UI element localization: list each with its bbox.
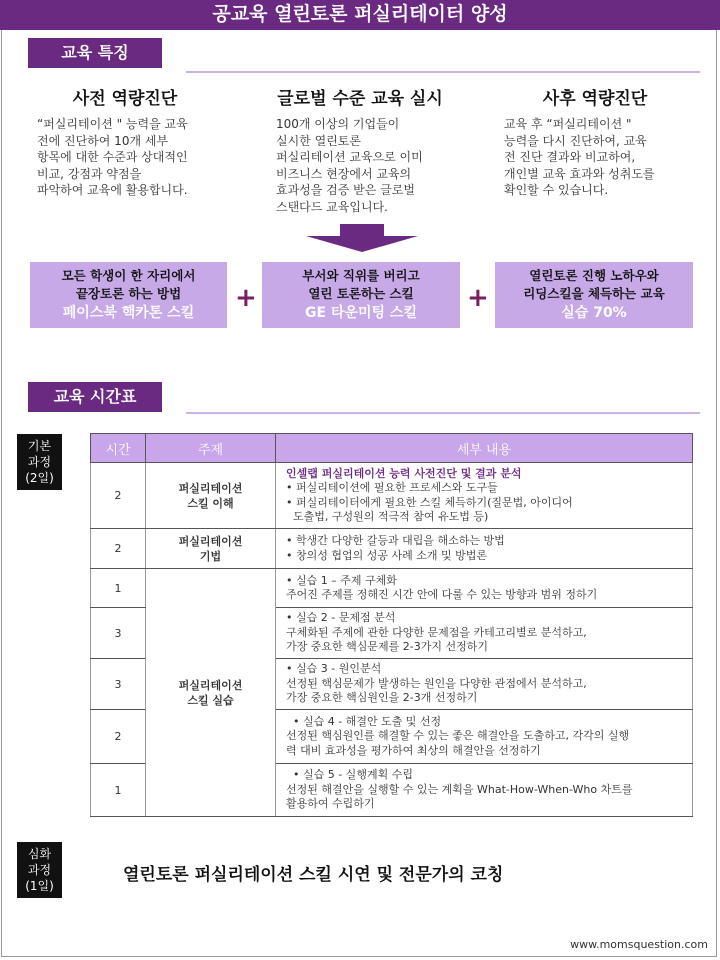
- text-line: “퍼실리테이션 " 능력을 교육: [37, 117, 188, 131]
- detail-line: • 퍼실리테이션에 필요한 프로세스와 도구들: [286, 481, 498, 494]
- hours-cell: 3: [91, 608, 146, 659]
- feature-line: 모든 학생이 한 자리에서: [61, 268, 196, 283]
- detail-line: 선정된 핵심문제가 발생하는 원인을 다양한 관점에서 분석하고,: [286, 676, 587, 690]
- feature-line: 끝장토론 하는 방법: [75, 286, 182, 301]
- tag-line: 과정: [27, 863, 52, 877]
- feature-line: 리딩스킬을 체득하는 교육: [523, 286, 665, 301]
- table-row: [91, 463, 693, 529]
- detail-cell: [276, 659, 693, 710]
- tag-line: (1일): [25, 879, 54, 893]
- hours-cell: 3: [91, 659, 146, 710]
- detail-cell: [276, 764, 693, 817]
- text-line: 실시한 열린토론: [276, 133, 361, 148]
- detail-line: • 실습 1 – 주제 구체화: [286, 573, 397, 587]
- text-line: 전에 진단하여 10개 세부: [37, 133, 169, 148]
- detail-line: 가장 중요한 핵심문제를 2-3가지 선정하기: [286, 640, 488, 654]
- text-line: 파악하여 교육에 활용합니다.: [37, 183, 188, 197]
- detail-line: 가장 중요한 핵심원인을 2-3개 선정하기: [286, 691, 478, 705]
- schedule-table: [90, 433, 693, 817]
- hours-cell: 2: [91, 463, 146, 529]
- plus-icon: +: [467, 283, 489, 313]
- text-line: 퍼실리테이션 교육으로 이미: [276, 150, 423, 164]
- column-title-global-education: 글로벌 수준 교육 실시: [277, 89, 443, 109]
- text-line: 전 진단 결과와 비교하여,: [504, 150, 636, 164]
- text-line: 확인할 수 있습니다.: [504, 183, 609, 197]
- table-header-row: [91, 434, 693, 463]
- section-label-features: 교육 특징: [28, 38, 162, 68]
- detail-line: 력 대비 효과성을 평가하여 최상의 해결안을 선정하기: [286, 743, 541, 757]
- column-title-post-diagnosis: 사후 역량진단: [542, 89, 648, 109]
- footer-url: www.momsquestion.com: [570, 938, 708, 951]
- tag-line: (2일): [25, 471, 54, 485]
- header-topic: 주제: [146, 434, 276, 463]
- section-label-schedule: 교육 시간표: [28, 382, 162, 412]
- detail-line: 활용하여 수립하기: [286, 797, 375, 811]
- topic-text: 퍼실리테이션 스킬 이해: [178, 481, 243, 510]
- hours-cell: 2: [91, 529, 146, 569]
- detail-line: • 퍼실리테이터에게 필요한 스킬 체득하기(질문법, 아이디어: [286, 495, 573, 509]
- advanced-course-description: 열린토론 퍼실리테이션 스킬 시연 및 전문가의 코칭: [123, 865, 504, 885]
- topic-cell: [146, 463, 276, 529]
- feature-box-hackathon: [30, 262, 227, 328]
- text-line: 능력을 다시 진단하여, 교육: [504, 133, 647, 148]
- detail-line: 선정된 해결안을 실행할 수 있는 계획을 What-How-When-Who 차트를: [286, 782, 633, 796]
- topic-cell: [146, 529, 276, 569]
- feature-highlight: GE 타운미팅 스킬: [305, 305, 417, 321]
- down-arrow-icon: [0, 0, 720, 260]
- text-line: 100개 이상의 기업들이: [276, 117, 400, 131]
- detail-line: 선정된 핵심원인를 해결할 수 있는 좋은 해결안을 도출하고, 각각의 실행: [286, 729, 630, 743]
- detail-cell: [276, 463, 693, 529]
- tag-line: 기본: [27, 439, 52, 453]
- column-title-pre-diagnosis: 사전 역량진단: [72, 89, 178, 109]
- text-line: 비교, 강점과 약점을: [37, 166, 142, 181]
- tag-line: 과정: [27, 455, 52, 469]
- detail-line: • 실습 4 - 해결안 도출 및 선정: [286, 714, 442, 728]
- topic-cell: [146, 569, 276, 817]
- text-line: 교육 후 “퍼실리테이션 ": [504, 117, 632, 131]
- detail-cell: [276, 569, 693, 608]
- feature-line: 열린토론 진행 노하우와: [529, 268, 659, 283]
- header-hours: 시간: [91, 434, 146, 463]
- detail-heading: 인셀랩 퍼실리테이션 능력 사전진단 및 결과 분석: [286, 466, 522, 480]
- advanced-course-tag: [17, 842, 62, 898]
- page-title: 공교육 열린토론 퍼실리테이터 양성: [0, 0, 720, 30]
- feature-highlight: 페이스북 핵카톤 스킬: [62, 305, 195, 321]
- table-row: [91, 529, 693, 569]
- text-line: 개인별 교육 효과와 성취도를: [504, 166, 655, 181]
- detail-cell: [276, 529, 693, 569]
- detail-cell: [276, 710, 693, 764]
- detail-line: • 학생간 다양한 갈등과 대립을 해소하는 방법: [286, 534, 505, 547]
- feature-highlight: 실습 70%: [561, 305, 627, 321]
- hours-cell: 1: [91, 764, 146, 817]
- feature-line: 열린 토론하는 스킬: [308, 286, 414, 301]
- hours-cell: 1: [91, 569, 146, 608]
- detail-line: • 창의성 협업의 성공 사례 소개 및 방법론: [286, 548, 487, 562]
- table-row: [91, 569, 693, 608]
- header-detail: 세부 내용: [276, 434, 693, 463]
- detail-line: • 실습 5 - 실행계획 수립: [286, 768, 413, 782]
- detail-line: 구체화된 주제에 관한 다양한 문제점을 카테고리별로 분석하고,: [286, 625, 587, 639]
- detail-line: • 실습 3 - 원인분석: [286, 662, 382, 676]
- feature-box-practice: [495, 262, 693, 328]
- text-line: 효과성을 검증 받은 글로벌: [276, 183, 415, 197]
- text-line: 비즈니스 현장에서 교육의: [276, 166, 412, 181]
- tag-line: 심화: [27, 847, 52, 861]
- detail-line: • 실습 2 - 문제점 분석: [286, 611, 396, 625]
- feature-box-town-meeting: [262, 262, 460, 328]
- section-divider: [186, 412, 700, 414]
- topic-text: 퍼실리테이션 스킬 실습: [178, 678, 243, 707]
- feature-line: 부서와 직위를 버리고: [302, 268, 420, 283]
- detail-cell: [276, 608, 693, 659]
- basic-course-tag: [17, 434, 62, 490]
- topic-text: 퍼실리테이션 기법: [178, 534, 243, 563]
- hours-cell: 2: [91, 710, 146, 764]
- detail-line: 주어진 주제를 정해진 시간 안에 다룰 수 있는 방향과 범위 정하기: [286, 588, 598, 601]
- plus-icon: +: [235, 283, 257, 313]
- text-line: 스탠다드 교육입니다.: [276, 199, 388, 214]
- detail-line: 도출법, 구성원의 적극적 참여 유도법 등): [286, 510, 489, 523]
- text-line: 항목에 대한 수준과 상대적인: [37, 150, 188, 164]
